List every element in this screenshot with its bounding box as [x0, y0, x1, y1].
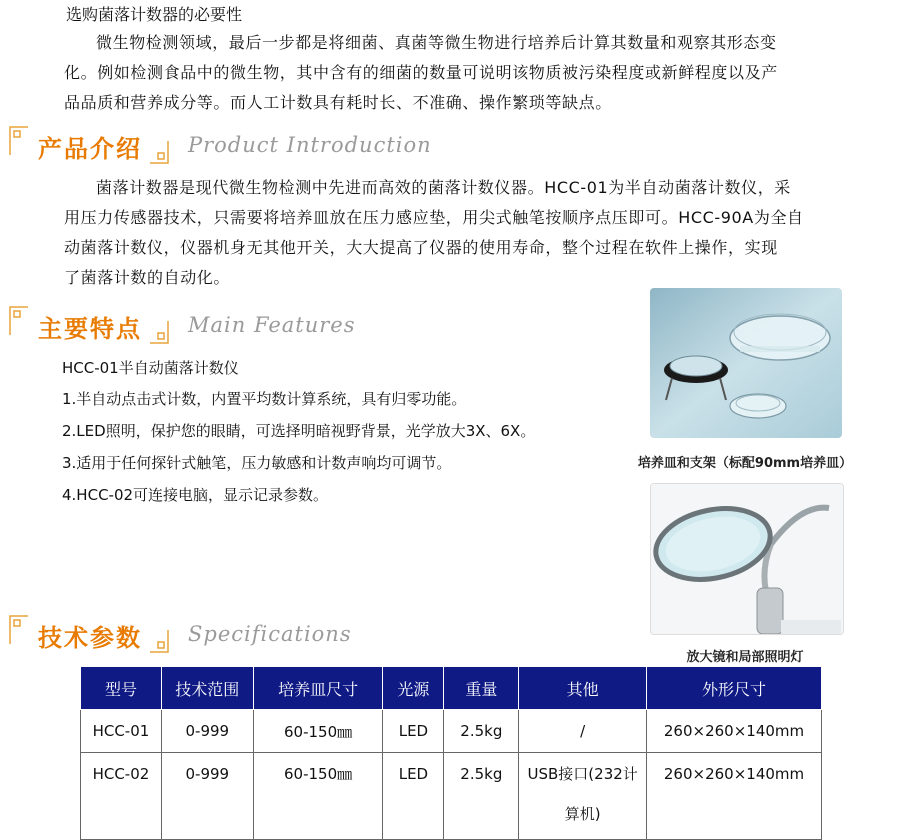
table-cell: 0-999 — [161, 753, 253, 840]
section-title-en: Main Features — [188, 313, 356, 337]
corner-bracket-icon — [8, 614, 30, 646]
table-row — [81, 753, 822, 840]
table-cell: USB接口(232计算机) — [519, 753, 647, 840]
table-cell: 260×260×140mm — [647, 710, 822, 753]
feature-item: 3.适用于任何探针式触笔，压力敏感和计数声响均可调节。 — [62, 454, 452, 472]
table-cell: HCC-01 — [81, 710, 162, 753]
table-cell: / — [519, 710, 647, 753]
table-cell: 2.5kg — [444, 710, 519, 753]
section-title-cn: 技术参数 — [38, 624, 142, 652]
spec-table — [80, 666, 822, 840]
section-title-en: Specifications — [188, 622, 352, 646]
intro-paragraph — [64, 28, 854, 118]
photo-caption: 培养皿和支架（标配90mm培养皿） — [637, 456, 853, 471]
photo-caption: 放大镜和局部照明灯 — [686, 650, 804, 665]
intro-line: 品品质和营养成分等。而人工计数具有耗时长、不准确、操作繁琐等缺点。 — [64, 93, 612, 112]
intro-line: 微生物检测领域，最后一步都是将细菌、真菌等微生物进行培养后计算其数量和观察其形态变 — [96, 33, 777, 52]
table-cell: HCC-02 — [81, 753, 162, 840]
table-cell: 60-150㎜ — [253, 710, 383, 753]
corner-bracket-icon — [148, 139, 170, 165]
section-heading-product — [8, 125, 468, 165]
section-title-cn: 产品介绍 — [38, 135, 142, 163]
table-cell: LED — [383, 710, 444, 753]
magnifier-photo — [650, 483, 844, 635]
table-cell: 0-999 — [161, 710, 253, 753]
corner-bracket-icon — [148, 319, 170, 345]
product-line: 用压力传感器技术，只需要将培养皿放在压力感应垫，用尖式触笔按顺序点压即可。HCC-90A为全自 — [64, 208, 804, 227]
product-line: 动菌落计数仪，仪器机身无其他开关，大大提高了仪器的使用寿命，整个过程在软件上操作，实现 — [64, 238, 778, 257]
table-cell: LED — [383, 753, 444, 840]
table-header-row — [81, 667, 822, 710]
intro-line: 化。例如检测食品中的微生物，其中含有的细菌的数量可说明该物质被污染程度或新鲜程度以及产 — [64, 63, 778, 82]
table-header: 技术范围 — [161, 667, 253, 710]
features-subtitle: HCC-01半自动菌落计数仪 — [62, 359, 239, 377]
table-header: 外形尺寸 — [647, 667, 822, 710]
table-row — [81, 710, 822, 753]
petri-dish-photo — [650, 288, 842, 438]
magnifier-image — [651, 484, 843, 634]
table-header: 培养皿尺寸 — [253, 667, 383, 710]
corner-bracket-icon — [148, 628, 170, 654]
corner-bracket-icon — [8, 305, 30, 337]
feature-item: 4.HCC-02可连接电脑，显示记录参数。 — [62, 486, 329, 504]
table-cell: 60-150㎜ — [253, 753, 383, 840]
feature-item: 1.半自动点击式计数，内置平均数计算系统，具有归零功能。 — [62, 390, 467, 408]
feature-item: 2.LED照明，保护您的眼睛，可选择明暗视野背景，光学放大3X、6X。 — [62, 422, 536, 440]
table-header: 型号 — [81, 667, 162, 710]
table-cell: 260×260×140mm — [647, 753, 822, 840]
features-list — [62, 383, 622, 511]
intro-title: 选购菌落计数器的必要性 — [66, 5, 243, 24]
section-heading-specs — [8, 614, 468, 654]
section-title-cn: 主要特点 — [38, 315, 142, 343]
petri-dish-image — [650, 288, 842, 438]
table-header: 其他 — [519, 667, 647, 710]
product-paragraph — [64, 173, 854, 293]
corner-bracket-icon — [8, 125, 30, 157]
product-line: 了菌落计数的自动化。 — [64, 268, 231, 287]
table-header: 重量 — [444, 667, 519, 710]
section-title-en: Product Introduction — [188, 133, 432, 157]
product-line: 菌落计数器是现代微生物检测中先进而高效的菌落计数仪器。HCC-01为半自动菌落计数仪，采 — [96, 178, 791, 197]
table-header: 光源 — [383, 667, 444, 710]
table-cell: 2.5kg — [444, 753, 519, 840]
section-heading-features — [8, 305, 468, 345]
